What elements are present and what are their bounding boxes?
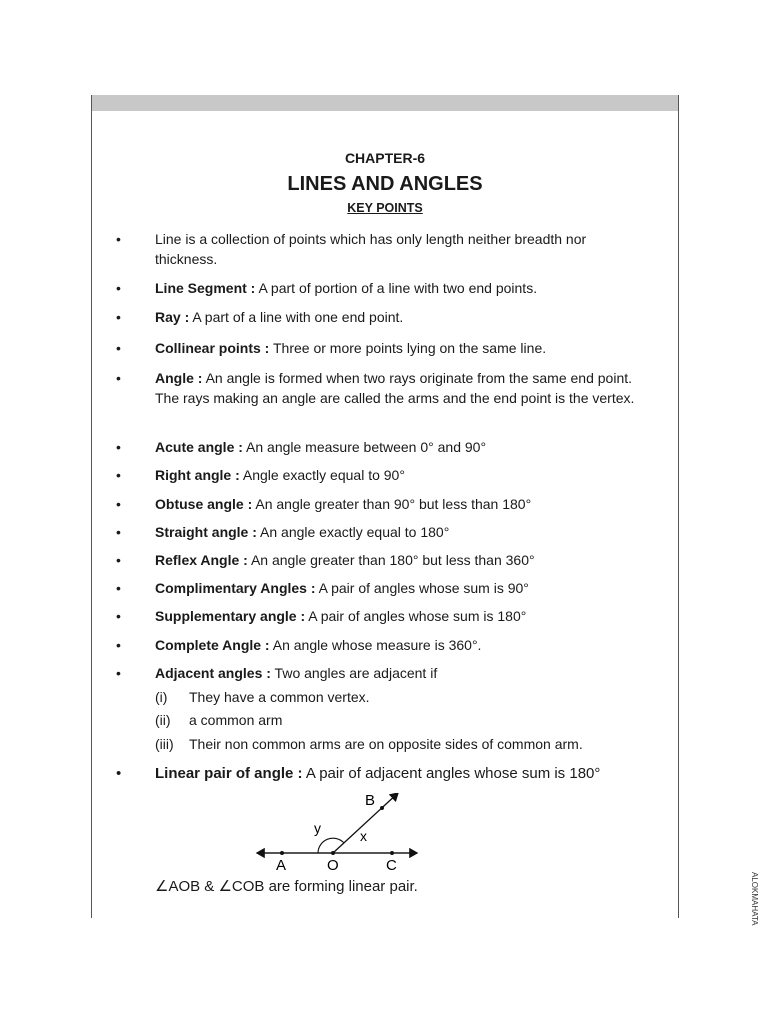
bullet-icon: • [116,608,121,624]
label-b: B [365,793,376,809]
bullet-icon: • [116,552,121,568]
adjacent-condition-2: (ii) a common arm [155,712,283,728]
chapter-title: LINES AND ANGLES [287,173,483,195]
point-o [331,851,335,855]
bullet-icon: • [116,370,121,386]
side-stamp: ALOKMAHATA [750,872,759,926]
bullet-icon: • [116,340,121,356]
bullet-icon: • [116,524,121,540]
adjacent-condition-1: (i) They have a common vertex. [155,689,370,705]
bullet-icon: • [116,665,121,681]
document-page: CHAPTER-6 LINES AND ANGLES KEY POINTS • Line is a collection of points which has only length neither breadth nor thickness. • Line Segment : A part of portion of a line with two end points. • Ray : A part of a line with one end point. • Collinear points : Three or more points lying on the same line. • Angle : An angle is formed when two rays originate from the same end point. The rays making an angle are called the arms and the end point is the vertex. • Acute angle : An angle measure between 0° and 90° • Right angle : Angle exactly equal to 90° • Obtuse angle : An angle greater than 90° but less than 180° • Straight angle : An angle exactly equal to 180° • Reflex Angle : An angle greater than 180° but less than 360° • Complimentary Angles : A pair of angles whose sum is 90° • Supplementary angle : A pair of angles whose sum is 180° • Complete Angle : An angle whose measure is 360°. • Adjacent angles : Two angles are adjacent if (i) They have a common vertex. (ii) a common arm (iii) Their non common arms are on opposite sides of common arm. • Linear pair of angle : A pair of adjacent angles whose sum is 180° B y x A O C ∠AOB & ∠COB are forming linear pair. ALOKMAHATA [91,95,679,918]
bullet-icon: • [116,280,121,296]
point-b [380,806,384,810]
bullet-icon: • [116,580,121,596]
page-top-bar [92,95,678,111]
bullet-icon: • [116,765,122,782]
adjacent-condition-3: (iii) Their non common arms are on opposite sides of common arm. [155,736,583,752]
bullet-icon: • [116,439,121,455]
label-y: y [314,820,321,836]
bullet-icon: • [116,231,121,247]
linear-pair-diagram [252,793,432,873]
bullet-icon: • [116,467,121,483]
point-a [280,851,284,855]
label-a: A [276,857,287,873]
bullet-icon: • [116,496,121,512]
bullet-icon: • [116,637,121,653]
label-x: x [360,828,367,844]
chapter-label: CHAPTER-6 [344,150,426,166]
label-c: C [386,857,397,873]
key-points-heading: KEY POINTS [347,201,423,215]
linear-pair-caption: ∠AOB & ∠COB are forming linear pair. [155,878,418,895]
bullet-icon: • [116,309,121,325]
point-c [390,851,394,855]
label-o: O [327,857,339,873]
